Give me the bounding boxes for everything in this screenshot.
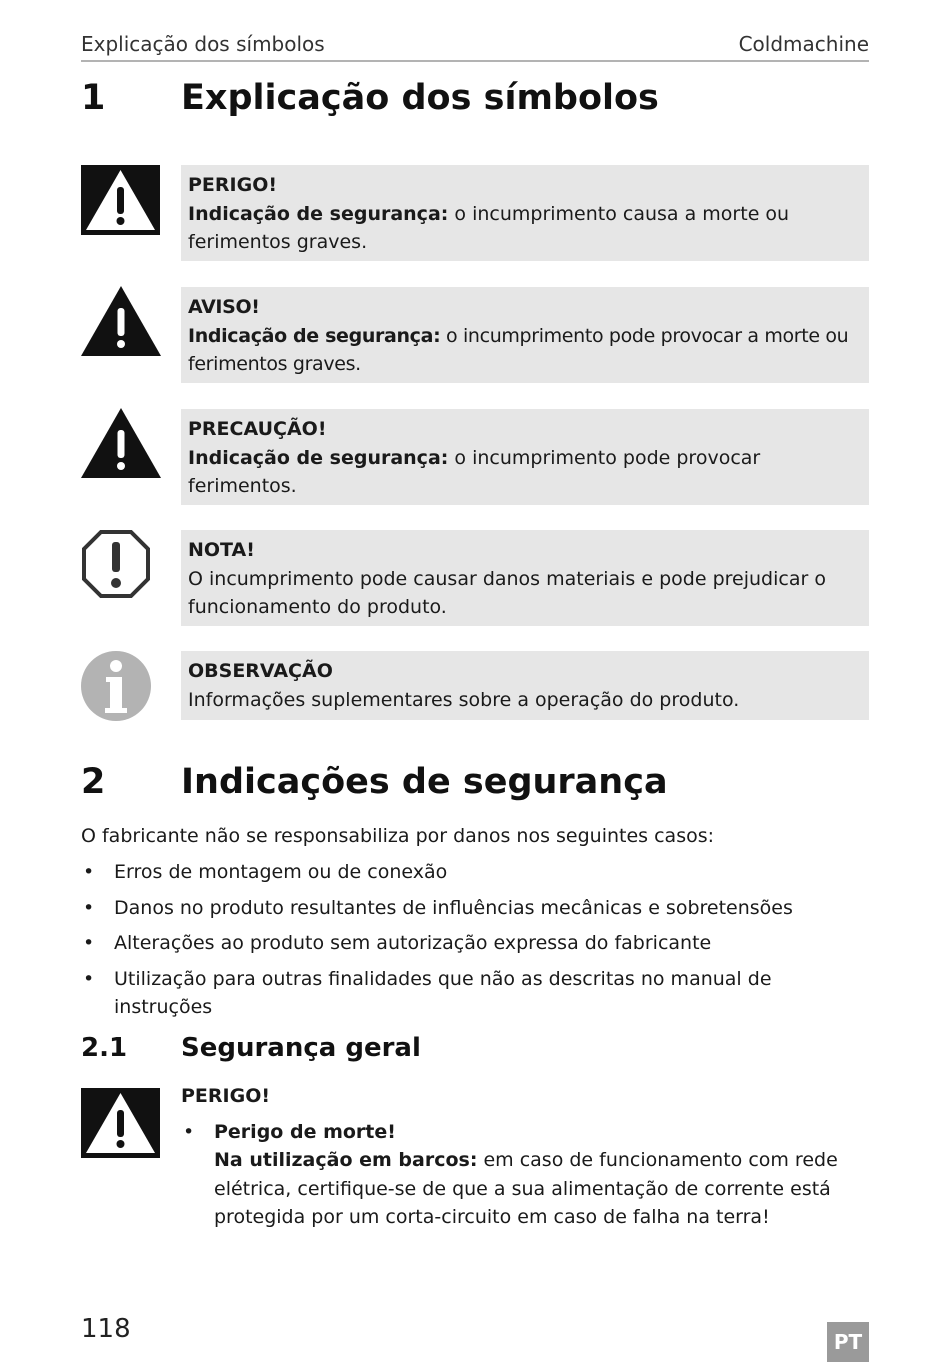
list-item (81, 894, 869, 930)
list-item-text: Utilização para outras finalidades que não as descritas no manual de instruções (114, 967, 772, 1018)
notice-title: PRECAUÇÃO! (188, 418, 327, 440)
notice-text: o incumprimento pode provocar a morte ou ferimentos graves. (188, 324, 849, 375)
notice-note (181, 530, 869, 626)
note-octagon-icon (81, 529, 151, 599)
notice-title: OBSERVAÇÃO (188, 660, 333, 682)
warning-item-text: em caso de funcionamento com rede elétrica, certifique-se de que a sua alimentação de corrente está protegida por um corta-circuito em caso de falha na terra! (214, 1149, 838, 1228)
notice-label: Indicação de segurança: (188, 324, 441, 347)
section-number: 2.1 (81, 1033, 128, 1063)
notice-title: PERIGO! (188, 174, 278, 196)
notice-danger (181, 165, 869, 261)
warning-title: PERIGO! (181, 1085, 271, 1107)
section-2-intro: O fabricante não se responsabiliza por danos nos seguintes casos: (81, 825, 715, 847)
notice-text: Informações suplementares sobre a operação do produto. (188, 688, 740, 711)
warning-item-title: Perigo de morte! (214, 1120, 396, 1143)
warning-item (181, 1118, 871, 1232)
warning-icon (81, 286, 161, 356)
section-title: Explicação dos símbolos (181, 78, 659, 118)
notice-label: Indicação de segurança: (188, 446, 449, 469)
notice-text: O incumprimento pode causar danos materiais e pode prejudicar o funcionamento do produto. (188, 567, 826, 618)
notice-text: o incumprimento pode provocar ferimentos. (188, 446, 761, 497)
warning-item-label: Na utilização em barcos: (214, 1149, 478, 1171)
info-icon (81, 651, 151, 721)
section-title: Indicações de segurança (181, 762, 668, 802)
bullet-symbol: • (183, 1120, 195, 1143)
language-badge: PT (827, 1322, 869, 1362)
section-title: Segurança geral (181, 1033, 421, 1063)
list-item-text: Danos no produto resultantes de influências mecânicas e sobretensões (114, 896, 793, 919)
page-number: 118 (81, 1314, 131, 1344)
bullet-symbol: • (83, 967, 95, 990)
running-header (81, 30, 869, 62)
notice-observation (181, 651, 869, 720)
list-item (81, 965, 869, 1018)
notice-title: AVISO! (188, 296, 260, 318)
list-item (81, 858, 869, 894)
list-item-text: Erros de montagem ou de conexão (114, 861, 448, 883)
notice-text: o incumprimento causa a morte ou ferimentos graves. (188, 202, 790, 253)
section-number: 2 (81, 762, 106, 802)
header-product-name: Coldmachine (738, 32, 869, 56)
notice-warning (181, 287, 869, 383)
notice-title: NOTA! (188, 539, 255, 561)
general-safety-warning (181, 1082, 871, 1232)
notice-label: Indicação de segurança: (188, 202, 449, 225)
header-section-title: Explicação dos símbolos (81, 32, 325, 56)
list-item-text: Alterações ao produto sem autorização expressa do fabricante (114, 932, 712, 954)
bullet-symbol: • (83, 896, 95, 919)
bullet-symbol: • (83, 932, 95, 954)
danger-warning-icon (81, 1088, 160, 1158)
danger-warning-icon (81, 165, 160, 235)
section-number: 1 (81, 78, 106, 118)
caution-icon (81, 408, 161, 478)
liability-list (81, 858, 869, 1018)
list-item (81, 929, 869, 965)
notice-caution (181, 409, 869, 505)
bullet-symbol: • (83, 861, 95, 883)
